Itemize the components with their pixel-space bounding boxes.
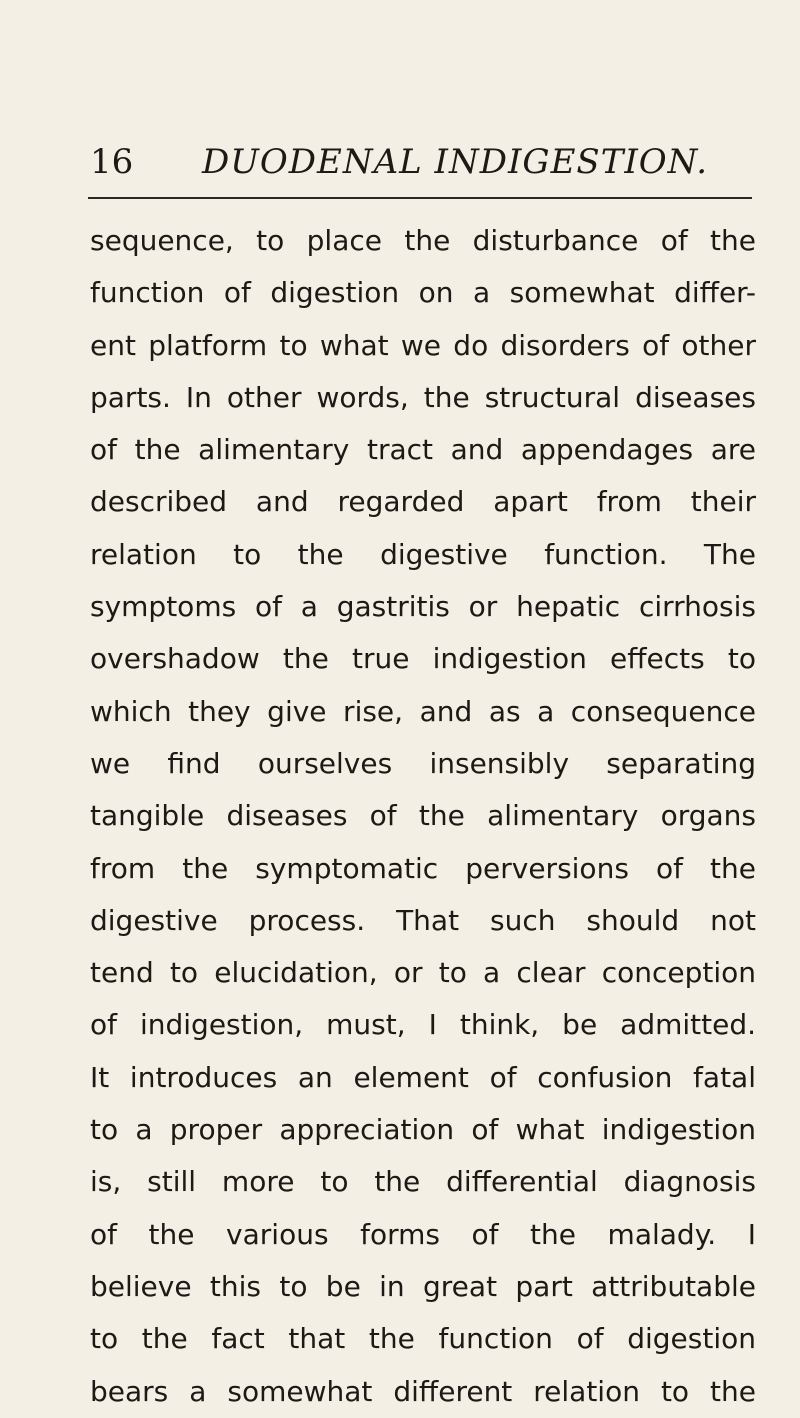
text-line: from the symptomatic perversions of the bbox=[90, 851, 756, 885]
text-line: function of digestion on a somewhat differ- bbox=[90, 276, 756, 310]
text-line: believe this to be in great part attributable bbox=[90, 1269, 756, 1303]
text-line: It introduces an element of confusion fatal bbox=[90, 1060, 756, 1094]
text-line: to the fact that the function of digestion bbox=[90, 1322, 756, 1356]
running-title: DUODENAL INDIGESTION. bbox=[202, 142, 709, 182]
page-number: 16 bbox=[90, 142, 134, 182]
text-line: of indigestion, must, I think, be admitted. bbox=[90, 1008, 756, 1042]
text-line: digestive process. That such should not bbox=[90, 903, 756, 937]
text-line: which they give rise, and as a consequence bbox=[90, 694, 756, 728]
body-text bbox=[90, 215, 756, 1418]
running-head bbox=[90, 140, 750, 184]
header-rule bbox=[88, 197, 752, 199]
text-line: described and regarded apart from their bbox=[90, 485, 756, 519]
text-line: bears a somewhat different relation to the bbox=[90, 1374, 756, 1408]
text-line: is, still more to the differential diagnosis bbox=[90, 1165, 756, 1199]
text-line: relation to the digestive function. The bbox=[90, 537, 756, 571]
text-line: of the alimentary tract and appendages are bbox=[90, 433, 756, 467]
text-line: to a proper appreciation of what indigestion bbox=[90, 1113, 756, 1147]
text-line: we find ourselves insensibly separating bbox=[90, 746, 756, 780]
text-line: symptoms of a gastritis or hepatic cirrhosis bbox=[90, 590, 756, 624]
text-line: overshadow the true indigestion effects to bbox=[90, 642, 756, 676]
text-line: sequence, to place the disturbance of the bbox=[90, 224, 756, 257]
text-line: parts. In other words, the structural diseases bbox=[90, 380, 756, 414]
text-line: tangible diseases of the alimentary organs bbox=[90, 799, 756, 833]
text-line: ent platform to what we do disorders of other bbox=[90, 328, 756, 362]
text-line: tend to elucidation, or to a clear conception bbox=[90, 956, 756, 990]
text-line: of the various forms of the malady. I bbox=[90, 1217, 756, 1251]
